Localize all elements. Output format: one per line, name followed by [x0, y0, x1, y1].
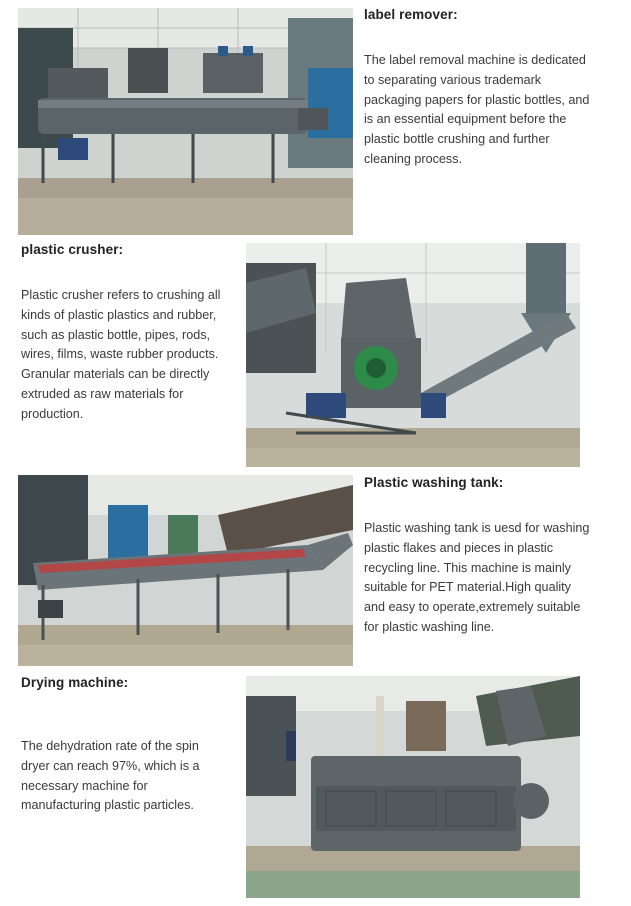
washing-tank-title: Plastic washing tank:: [364, 475, 504, 490]
plastic-crusher-description: Plastic crusher refers to crushing all kinds of plastic plastics and rubber, such as plastic bottle, pipes, rods, wires, films, waste rubber products. Granular materials can be directly extruded as raw materials for production.: [21, 288, 221, 421]
label-remover-photo: [18, 8, 353, 235]
drying-machine-description: The dehydration rate of the spin dryer can reach 97%, which is a necessary machine for manufacturing plastic particles.: [21, 739, 200, 813]
drying-machine-title: Drying machine:: [21, 675, 129, 690]
label-remover-title: label remover:: [364, 7, 458, 22]
label-remover-description: The label removal machine is dedicated to separating various trademark packaging papers for plastic bottles, and is an essential equipment before the plastic bottle crushing and further cleaning process.: [364, 53, 590, 166]
washing-tank-description: Plastic washing tank is uesd for washing plastic flakes and pieces in plastic recycling line. This machine is mainly suitable for PET material.High quality and easy to operate,extremely suitable for plastic washing line.: [364, 521, 590, 634]
plastic-crusher-photo: [246, 243, 580, 467]
washing-tank-photo: [18, 475, 353, 666]
drying-machine-photo: [246, 676, 580, 898]
plastic-crusher-title: plastic crusher:: [21, 242, 124, 257]
